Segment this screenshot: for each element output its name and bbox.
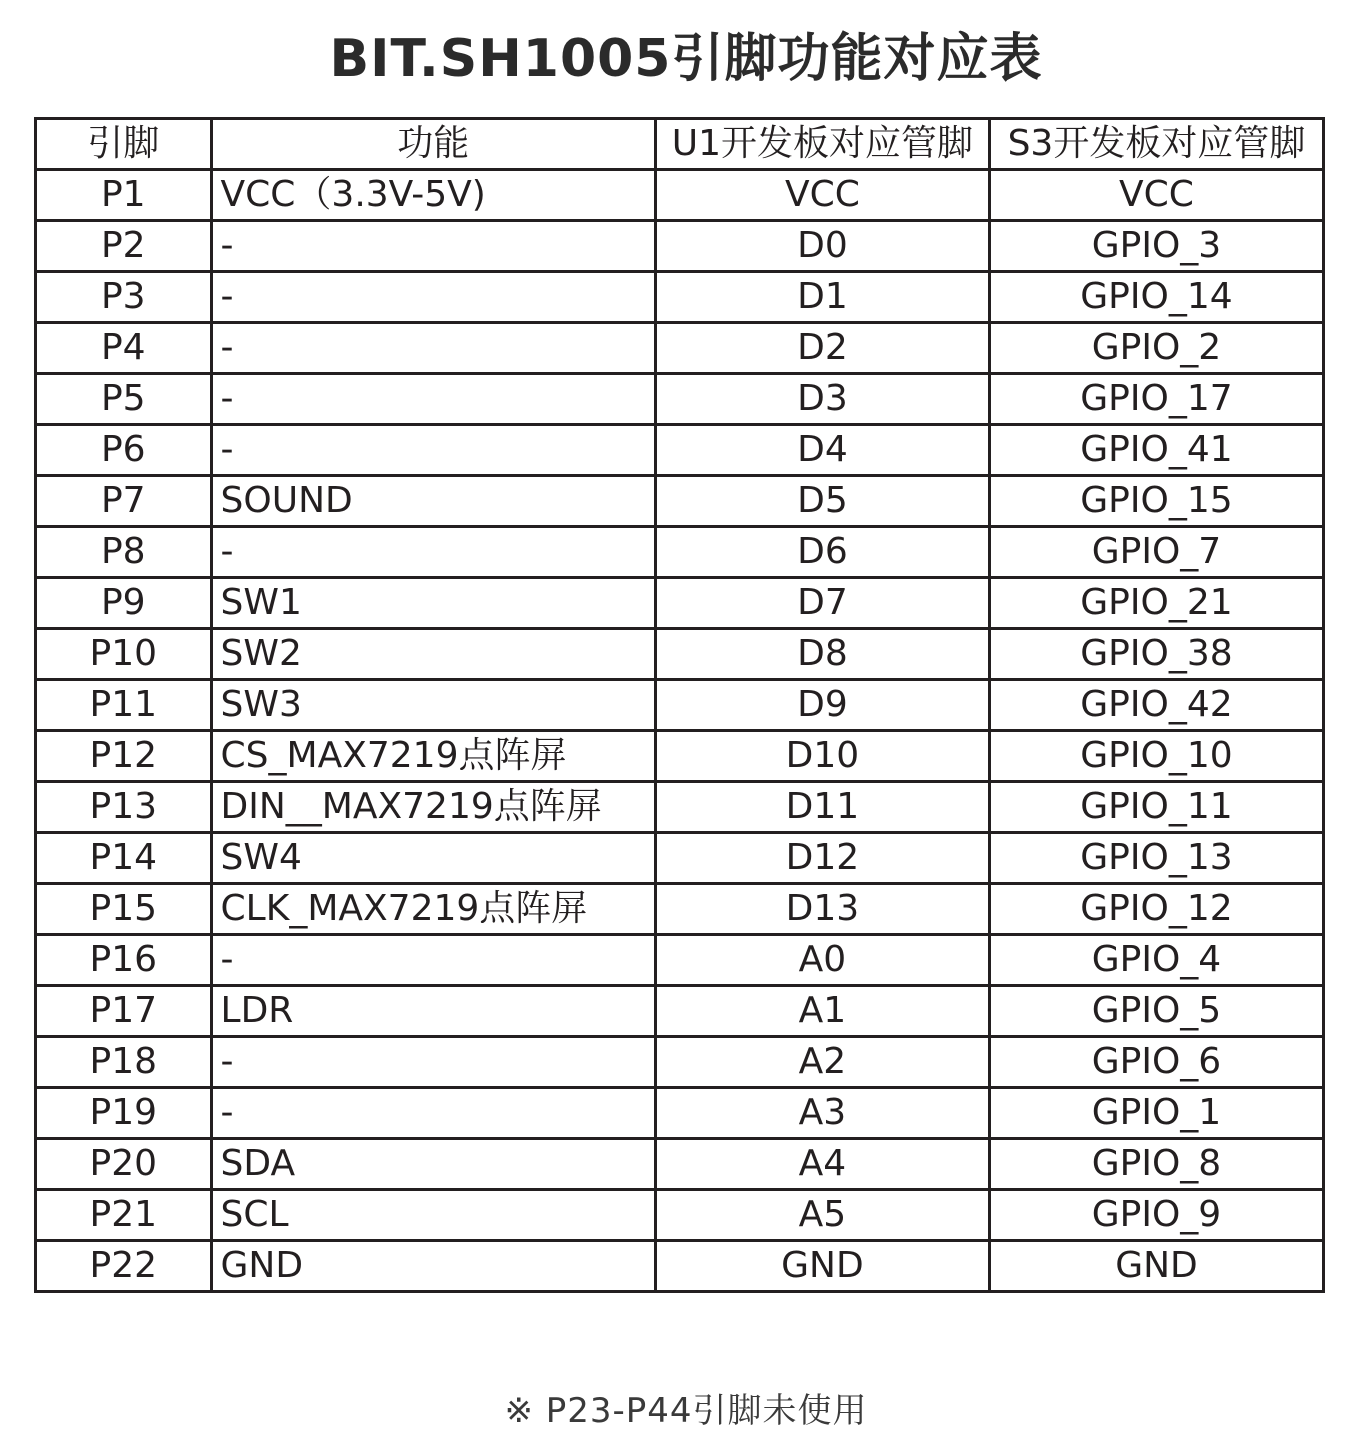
cell-pin: P14	[36, 833, 212, 884]
cell-function: SOUND	[211, 476, 655, 527]
cell-u1-pin: A1	[655, 986, 989, 1037]
cell-u1-pin: D12	[655, 833, 989, 884]
cell-s3-pin: GPIO_13	[989, 833, 1323, 884]
cell-pin: P6	[36, 425, 212, 476]
table-row	[36, 1190, 1324, 1241]
cell-u1-pin: D5	[655, 476, 989, 527]
cell-u1-pin: A4	[655, 1139, 989, 1190]
cell-function: -	[211, 374, 655, 425]
cell-u1-pin: A2	[655, 1037, 989, 1088]
table-row	[36, 731, 1324, 782]
table-row	[36, 374, 1324, 425]
cell-function: -	[211, 272, 655, 323]
cell-u1-pin: D11	[655, 782, 989, 833]
table-row	[36, 1088, 1324, 1139]
cell-s3-pin: GPIO_10	[989, 731, 1323, 782]
cell-function: SW3	[211, 680, 655, 731]
cell-pin: P7	[36, 476, 212, 527]
cell-pin: P12	[36, 731, 212, 782]
cell-u1-pin: D10	[655, 731, 989, 782]
cell-function: -	[211, 425, 655, 476]
cell-u1-pin: D8	[655, 629, 989, 680]
table-header-row	[36, 119, 1324, 170]
cell-pin: P1	[36, 170, 212, 221]
cell-s3-pin: GPIO_11	[989, 782, 1323, 833]
cell-s3-pin: GPIO_17	[989, 374, 1323, 425]
cell-function: -	[211, 221, 655, 272]
cell-pin: P20	[36, 1139, 212, 1190]
cell-pin: P11	[36, 680, 212, 731]
table-row	[36, 833, 1324, 884]
cell-function: GND	[211, 1241, 655, 1292]
cell-function: CLK_MAX7219点阵屏	[211, 884, 655, 935]
cell-function: LDR	[211, 986, 655, 1037]
cell-u1-pin: A5	[655, 1190, 989, 1241]
cell-s3-pin: GPIO_4	[989, 935, 1323, 986]
table-row	[36, 170, 1324, 221]
cell-u1-pin: D2	[655, 323, 989, 374]
cell-u1-pin: D0	[655, 221, 989, 272]
cell-u1-pin: A3	[655, 1088, 989, 1139]
cell-u1-pin: D13	[655, 884, 989, 935]
footnote: ※ P23-P44引脚未使用	[504, 1391, 868, 1431]
cell-u1-pin: D7	[655, 578, 989, 629]
table-row	[36, 884, 1324, 935]
cell-s3-pin: GPIO_41	[989, 425, 1323, 476]
cell-u1-pin: VCC	[655, 170, 989, 221]
cell-s3-pin: GPIO_6	[989, 1037, 1323, 1088]
pin-function-table	[34, 117, 1325, 1293]
cell-s3-pin: GND	[989, 1241, 1323, 1292]
cell-s3-pin: GPIO_8	[989, 1139, 1323, 1190]
cell-function: SW2	[211, 629, 655, 680]
cell-function: SW4	[211, 833, 655, 884]
cell-s3-pin: GPIO_38	[989, 629, 1323, 680]
page-title: BIT.SH1005引脚功能对应表	[329, 29, 1043, 89]
cell-pin: P17	[36, 986, 212, 1037]
table-row	[36, 680, 1324, 731]
table-row	[36, 1037, 1324, 1088]
table-row	[36, 986, 1324, 1037]
header-s3-pin: S3开发板对应管脚	[989, 119, 1323, 170]
cell-s3-pin: GPIO_7	[989, 527, 1323, 578]
table-row	[36, 935, 1324, 986]
cell-pin: P16	[36, 935, 212, 986]
cell-function: -	[211, 1037, 655, 1088]
cell-pin: P3	[36, 272, 212, 323]
cell-function: CS_MAX7219点阵屏	[211, 731, 655, 782]
cell-pin: P15	[36, 884, 212, 935]
cell-pin: P9	[36, 578, 212, 629]
cell-s3-pin: GPIO_12	[989, 884, 1323, 935]
table-row	[36, 425, 1324, 476]
cell-u1-pin: GND	[655, 1241, 989, 1292]
cell-pin: P21	[36, 1190, 212, 1241]
cell-s3-pin: GPIO_21	[989, 578, 1323, 629]
cell-s3-pin: GPIO_9	[989, 1190, 1323, 1241]
cell-pin: P19	[36, 1088, 212, 1139]
header-function: 功能	[211, 119, 655, 170]
cell-u1-pin: D9	[655, 680, 989, 731]
cell-s3-pin: GPIO_5	[989, 986, 1323, 1037]
cell-function: -	[211, 527, 655, 578]
cell-function: VCC（3.3V-5V)	[211, 170, 655, 221]
table-row	[36, 527, 1324, 578]
header-pin: 引脚	[36, 119, 212, 170]
cell-pin: P13	[36, 782, 212, 833]
cell-function: SDA	[211, 1139, 655, 1190]
cell-function: -	[211, 1088, 655, 1139]
cell-function: SW1	[211, 578, 655, 629]
cell-pin: P10	[36, 629, 212, 680]
header-u1-pin: U1开发板对应管脚	[655, 119, 989, 170]
cell-function: SCL	[211, 1190, 655, 1241]
cell-u1-pin: D6	[655, 527, 989, 578]
cell-pin: P18	[36, 1037, 212, 1088]
table-row	[36, 1139, 1324, 1190]
cell-s3-pin: GPIO_1	[989, 1088, 1323, 1139]
table-row	[36, 578, 1324, 629]
cell-u1-pin: D1	[655, 272, 989, 323]
cell-u1-pin: A0	[655, 935, 989, 986]
cell-function: -	[211, 323, 655, 374]
cell-s3-pin: GPIO_3	[989, 221, 1323, 272]
table-row	[36, 272, 1324, 323]
table-row	[36, 1241, 1324, 1292]
cell-function: -	[211, 935, 655, 986]
table-row	[36, 323, 1324, 374]
cell-pin: P22	[36, 1241, 212, 1292]
table-row	[36, 221, 1324, 272]
cell-pin: P5	[36, 374, 212, 425]
cell-pin: P8	[36, 527, 212, 578]
cell-s3-pin: GPIO_14	[989, 272, 1323, 323]
cell-u1-pin: D4	[655, 425, 989, 476]
cell-s3-pin: GPIO_42	[989, 680, 1323, 731]
cell-pin: P2	[36, 221, 212, 272]
cell-function: DIN__MAX7219点阵屏	[211, 782, 655, 833]
cell-s3-pin: GPIO_15	[989, 476, 1323, 527]
cell-s3-pin: GPIO_2	[989, 323, 1323, 374]
table-row	[36, 782, 1324, 833]
cell-pin: P4	[36, 323, 212, 374]
cell-u1-pin: D3	[655, 374, 989, 425]
table-row	[36, 629, 1324, 680]
cell-s3-pin: VCC	[989, 170, 1323, 221]
table-body	[36, 170, 1324, 1292]
table-row	[36, 476, 1324, 527]
